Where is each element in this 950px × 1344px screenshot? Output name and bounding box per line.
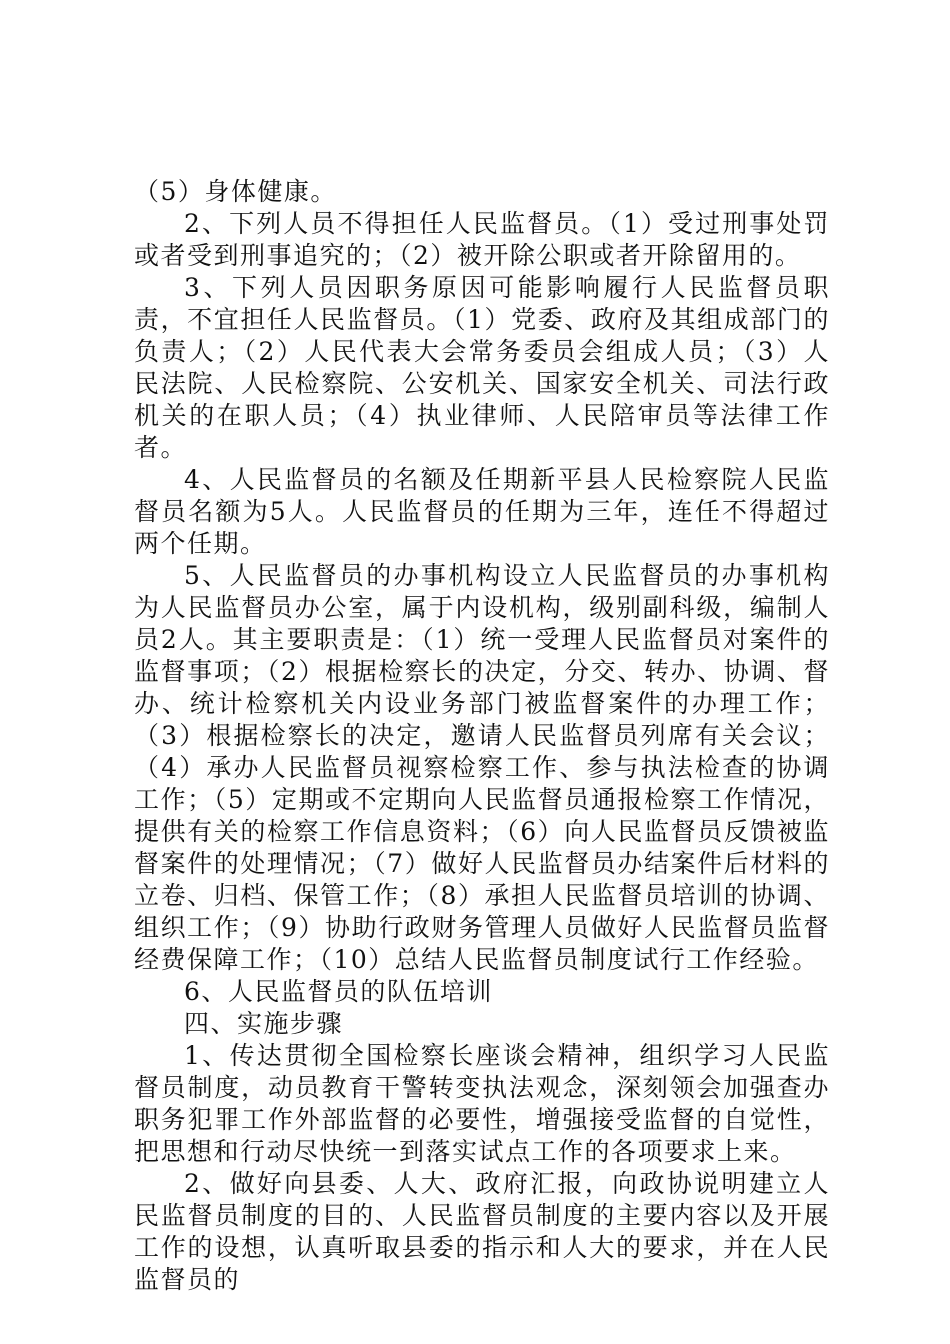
paragraph-disqualified-persons: 2、下列人员不得担任人民监督员。（1）受过刑事处罚或者受到刑事追究的；（2）被开除公职或者开除留用的。 [134,209,830,270]
paragraph-step-2: 2、做好向县委、人大、政府汇报，向政协说明建立人民监督员制度的目的、人民监督员制度的主要内容以及开展工作的设想，认真听取县委的指示和人大的要求，并在人民监督员的 [134,1169,830,1294]
paragraph-health: （5）身体健康。 [134,177,337,206]
paragraph-quota-and-term: 4、人民监督员的名额及任期新平县人民检察院人民监督员名额为5人。人民监督员的任期为三年，连任不得超过两个任期。 [134,465,830,558]
paragraph-step-1: 1、传达贯彻全国检察长座谈会精神，组织学习人民监督员制度，动员教育干警转变执法观念，深刻领会加强查办职务犯罪工作外部监督的必要性，增强接受监督的自觉性，把思想和行动尽快统一到落实试点工作的各项要求上来。 [134,1041,830,1166]
document-body [134,176,830,1296]
paragraph-unsuitable-persons: 3、下列人员因职务原因可能影响履行人民监督员职责，不宜担任人民监督员。（1）党委、政府及其组成部门的负责人；（2）人民代表大会常务委员会组成人员；（3）人民法院、人民检察院、公安机关、国家安全机关、司法行政机关的在职人员；（4）执业律师、人民陪审员等法律工作者。 [134,273,830,462]
paragraph-training: 6、人民监督员的队伍培训 [184,977,493,1006]
section-heading-implementation-steps: 四、实施步骤 [184,1009,344,1038]
paragraph-office-duties: 5、人民监督员的办事机构设立人民监督员的办事机构为人民监督员办公室，属于内设机构，级别副科级，编制人员2人。其主要职责是：（1）统一受理人民监督员对案件的监督事项；（2）根据检察长的决定，分交、转办、协调、督办、统计检察机关内设业务部门被监督案件的办理工作；（3）根据检察长的决定，邀请人民监督员列席有关会议；（4）承办人民监督员视察检察工作、参与执法检查的协调工作；（5）定期或不定期向人民监督员通报检察工作情况，提供有关的检察工作信息资料；（6）向人民监督员反馈被监督案件的处理情况；（7）做好人民监督员办结案件后材料的立卷、归档、保管工作；（8）承担人民监督员培训的协调、组织工作；（9）协助行政财务管理人员做好人民监督员监督经费保障工作；（10）总结人民监督员制度试行工作经验。 [134,561,830,974]
